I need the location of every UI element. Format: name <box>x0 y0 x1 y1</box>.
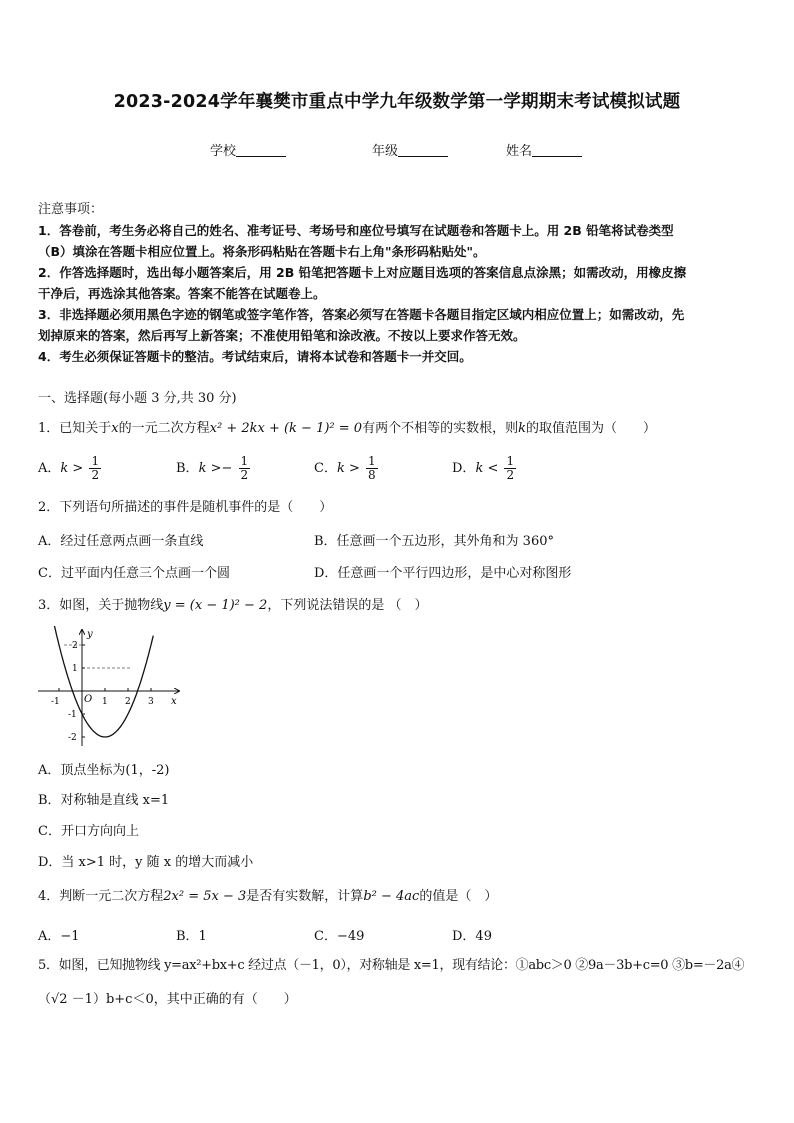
q1-stem-c: 有两个不相等的实数根，则 <box>362 421 519 436</box>
section-1-heading: 一、选择题(每小题 3 分,共 30 分) <box>38 391 237 406</box>
q3-parabola-graph <box>34 626 184 751</box>
q5-stem-line1: 5．如图，已知抛物线 y=ax²+bx+c 经过点（－1，0），对称轴是 x=1，现有结论：①abc＞0 ②9a－3b+c=0 ③b=－2a④ <box>38 958 745 973</box>
y-tick-label-1: 1 <box>72 664 78 674</box>
q3-option-a[interactable]: A．顶点坐标为(1，-2) <box>38 763 170 778</box>
parabola-curve <box>53 626 153 737</box>
y-axis-label: y <box>87 629 93 640</box>
name-field <box>506 140 582 159</box>
q1-equation: x² + 2kx + (k − 1)² = 0 <box>209 421 363 436</box>
q1-d-fraction <box>504 455 516 482</box>
q3-stem-a: 3．如图，关于抛物线 <box>38 598 164 613</box>
q1-b-fraction <box>239 455 251 482</box>
q1-d-rel: k < <box>475 461 499 476</box>
q3-stem-b: ，下列说法错误的是 （ ） <box>267 598 428 613</box>
q4-expr: b² − 4ac <box>363 889 420 904</box>
exam-title: 2023-2024学年襄樊市重点中学九年级数学第一学期期末考试模拟试题 <box>113 92 681 112</box>
q4-option-d[interactable]: D．49 <box>452 929 492 944</box>
q1-option-b[interactable] <box>176 455 250 482</box>
q1-c-label: C． <box>314 461 337 476</box>
q1-d-den: 2 <box>506 468 515 482</box>
q4-stem-b: 是否有实数解，计算 <box>246 889 364 904</box>
q1-stem-a: 1．已知关于 <box>38 421 112 436</box>
y-tick-label-neg2: -2 <box>68 733 77 743</box>
q2-option-a[interactable]: A．经过任意两点画一条直线 <box>38 534 204 549</box>
q1-c-fraction <box>366 455 378 482</box>
q4-option-a[interactable]: A．−1 <box>38 929 80 944</box>
y-tick-label-2: 2 <box>72 641 78 651</box>
q1-c-num: 1 <box>368 454 376 468</box>
q1-a-fraction <box>89 455 101 482</box>
note-1a: 1．答卷前，考生务必将自己的姓名、准考证号、考场号和座位号填写在试题卷和答题卡上。用 2B 铅笔将试卷类型 <box>38 223 674 238</box>
q1-stem-d: 的取值范围为（ ） <box>525 421 656 436</box>
grade-label: 年级 <box>372 144 399 159</box>
q4-stem-c: 的值是（ ） <box>419 889 498 904</box>
q1-stem <box>38 419 758 439</box>
school-field <box>210 140 286 159</box>
q1-stem-b: 的一元二次方程 <box>118 421 210 436</box>
q1-a-label: A． <box>38 461 61 476</box>
name-label: 姓名 <box>506 144 533 159</box>
q4-option-c[interactable]: C．−49 <box>314 929 365 944</box>
q3-option-b[interactable]: B．对称轴是直线 x=1 <box>38 793 170 808</box>
school-blank[interactable] <box>236 144 286 157</box>
q2-option-d[interactable]: D．任意画一个平行四边形，是中心对称图形 <box>314 566 572 581</box>
q4-stem <box>38 887 758 907</box>
y-tick-label-neg1: -1 <box>68 710 77 720</box>
x-tick-label-neg1: -1 <box>51 697 60 707</box>
note-1b: （B）填涂在答题卡相应位置上。将条形码粘贴在答题卡右上角"条形码粘贴处"。 <box>38 244 486 259</box>
q1-a-rel: k > <box>60 461 84 476</box>
q2-option-b[interactable]: B．任意画一个五边形，其外角和为 360° <box>314 534 554 549</box>
q1-c-den: 8 <box>368 468 376 482</box>
q1-a-den: 2 <box>91 468 100 482</box>
q1-d-label: D． <box>452 461 476 476</box>
grade-field <box>372 140 448 159</box>
note-2b: 干净后，再选涂其他答案。答案不能答在试题卷上。 <box>38 286 326 301</box>
q1-var-x: x <box>111 421 119 436</box>
q1-b-num: 1 <box>240 454 249 468</box>
grade-blank[interactable] <box>398 144 448 157</box>
q1-d-num: 1 <box>506 454 515 468</box>
q5-stem-line2: （√2 －1）b+c＜0，其中正确的有（ ） <box>38 992 297 1007</box>
q1-b-den: 2 <box>240 468 249 482</box>
x-tick-label-3: 3 <box>148 697 154 707</box>
q1-a-num: 1 <box>91 454 100 468</box>
q2-option-c[interactable]: C．过平面内任意三个点画一个圆 <box>38 566 230 581</box>
q2-stem: 2．下列语句所描述的事件是随机事件的是（ ） <box>38 500 333 515</box>
q1-option-d[interactable] <box>452 455 516 482</box>
q1-option-a[interactable] <box>38 455 101 482</box>
school-label: 学校 <box>210 144 237 159</box>
q4-option-b[interactable]: B．1 <box>176 929 207 944</box>
q4-equation: 2x² = 5x − 3 <box>163 889 247 904</box>
notes-heading: 注意事项： <box>38 202 104 217</box>
q3-option-c[interactable]: C．开口方向向上 <box>38 824 139 839</box>
note-3a: 3．非选择题必须用黑色字迹的钢笔或签字笔作答，答案必须写在答题卡各题目指定区域内相应位置上；如需改动，先 <box>38 307 685 322</box>
q4-stem-a: 4．判断一元二次方程 <box>38 889 164 904</box>
q1-option-c[interactable] <box>314 455 378 482</box>
q3-stem <box>38 596 758 616</box>
x-tick-label-2: 2 <box>125 697 131 707</box>
q1-b-rel: k >− <box>198 461 233 476</box>
note-3b: 划掉原来的答案，然后再写上新答案；不准使用铅笔和涂改液。不按以上要求作答无效。 <box>38 328 526 343</box>
note-4: 4．考生必须保证答题卡的整洁。考试结束后，请将本试卷和答题卡一并交回。 <box>38 349 472 364</box>
q1-var-k: k <box>518 421 526 436</box>
name-blank[interactable] <box>532 144 582 157</box>
note-2a: 2．作答选择题时，选出每小题答案后，用 2B 铅笔把答题卡上对应题目选项的答案信息点涂黑；如需改动，用橡皮擦 <box>38 265 687 280</box>
q3-equation: y = (x − 1)² − 2 <box>163 598 268 613</box>
q1-c-rel: k > <box>336 461 360 476</box>
origin-label: O <box>84 694 93 705</box>
x-axis-label: x <box>171 696 177 707</box>
q1-b-label: B． <box>176 461 199 476</box>
x-tick-label-1: 1 <box>102 697 108 707</box>
q3-option-d[interactable]: D．当 x>1 时，y 随 x 的增大而减小 <box>38 855 254 870</box>
